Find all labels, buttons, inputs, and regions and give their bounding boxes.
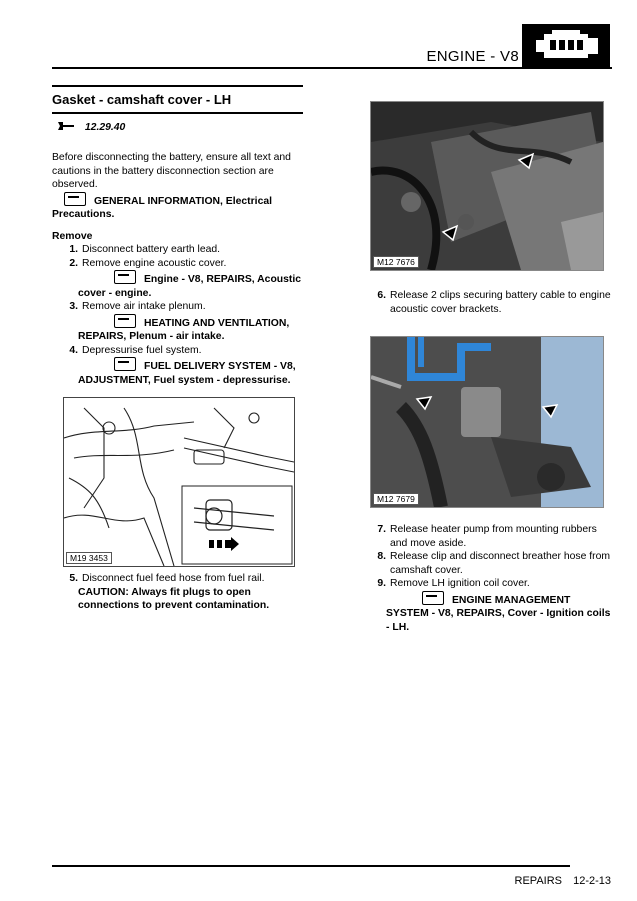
list-item: 1. Disconnect battery earth lead. [69, 244, 221, 255]
section-rule-bottom [52, 112, 303, 114]
list-item: 6. Release 2 clips securing battery cable to engine acoustic cover brackets. [377, 290, 611, 315]
reference-icon [114, 357, 136, 371]
step-6 [360, 289, 615, 316]
intro-text: Before disconnecting the battery, ensure all text and cautions in the battery disconnection section are observed. [52, 152, 291, 190]
reference-icon [64, 192, 86, 206]
engine-photo-top [370, 101, 604, 271]
caution-text: CAUTION: Always fit plugs to open connections to prevent contamination. [78, 586, 270, 611]
reference-icon [114, 314, 136, 328]
reference-link[interactable]: HEATING AND VENTILATION, REPAIRS, Plenum - air intake. [52, 314, 307, 344]
intro-ref-link[interactable]: GENERAL INFORMATION, Electrical Precautions. [52, 195, 273, 220]
figure-label: M12 7676 [373, 256, 419, 268]
footer-section: REPAIRS [514, 875, 563, 887]
list-item: 7. Release heater pump from mounting rubbers and move aside. [377, 524, 597, 549]
list-item: 8. Release clip and disconnect breather hose from camshaft cover. [377, 551, 611, 576]
step-5 [52, 572, 307, 613]
list-item: 4. Depressurise fuel system. [69, 344, 202, 356]
page-footer [515, 875, 611, 887]
reference-link[interactable]: Engine - V8, REPAIRS, Acoustic cover - engine. [52, 270, 307, 300]
engine-photo-heater [370, 336, 604, 508]
remove-heading: Remove [52, 231, 93, 242]
steps-right [360, 523, 615, 634]
fuel-rail-illustration [63, 397, 295, 567]
repair-code [58, 121, 125, 135]
section-title: Gasket - camshaft cover - LH [52, 92, 232, 107]
wrench-icon [58, 121, 74, 135]
list-item: 9. Remove LH ignition coil cover. [377, 578, 530, 589]
reference-icon [114, 270, 136, 284]
reference-icon [422, 591, 444, 605]
reference-link[interactable]: FUEL DELIVERY SYSTEM - V8, ADJUSTMENT, Fuel system - depressurise. [52, 357, 307, 387]
footer-rule [52, 865, 570, 867]
repair-code-value: 12.29.40 [84, 122, 126, 133]
steps-left [52, 243, 307, 387]
page-number: 12-2-13 [573, 875, 611, 887]
list-item: 3. Remove air intake plenum. [69, 301, 206, 312]
figure-label: M12 7679 [373, 493, 419, 505]
header-title: ENGINE - V8 [426, 48, 519, 65]
figure-label: M19 3453 [66, 552, 112, 564]
list-item: 2. Remove engine acoustic cover. [69, 257, 227, 269]
engine-icon [522, 24, 610, 68]
list-item: 5. Disconnect fuel feed hose from fuel rail. [69, 573, 265, 584]
intro-paragraph [52, 151, 307, 222]
reference-link[interactable]: ENGINE MANAGEMENT SYSTEM - V8, REPAIRS, Cover - Ignition coils - LH. [360, 591, 615, 635]
section-rule-top [52, 85, 303, 87]
